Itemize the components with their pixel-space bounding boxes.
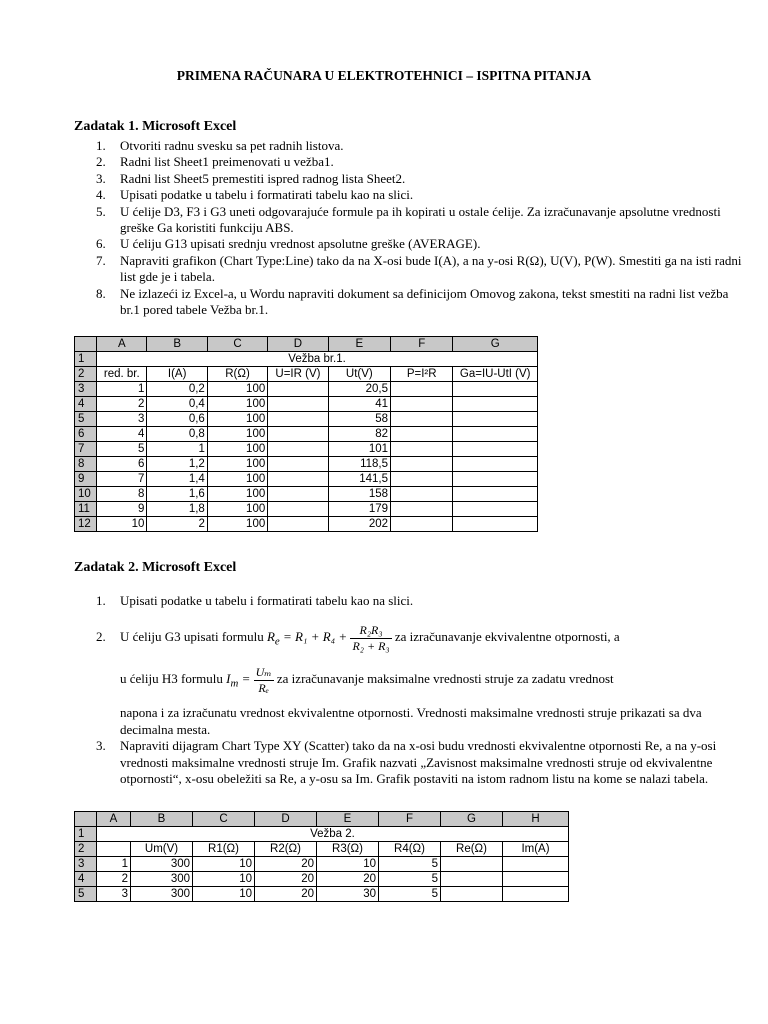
sheet-title: Vežba 2. xyxy=(97,827,569,842)
row-header: 5 xyxy=(75,412,97,427)
list-text: za izračunavanje maksimalne vrednosti struje za zadatu vrednost xyxy=(276,671,614,687)
table-cell xyxy=(453,487,538,502)
column-label: R(Ω) xyxy=(207,367,267,382)
table-cell: 20 xyxy=(317,872,379,887)
list-number: 2. xyxy=(96,629,106,645)
row-header: 4 xyxy=(75,397,97,412)
table-cell: 100 xyxy=(207,457,267,472)
table-cell: 58 xyxy=(328,412,390,427)
list-number: 1. xyxy=(96,138,106,153)
column-header xyxy=(75,812,97,827)
table-cell: 10 xyxy=(193,857,255,872)
row-header: 6 xyxy=(75,427,97,442)
table-row xyxy=(75,487,538,502)
table-cell: 1,8 xyxy=(147,502,207,517)
sheet1-table xyxy=(74,336,538,532)
table-row xyxy=(75,887,569,902)
list-text: U ćeliju G3 upisati formulu xyxy=(120,629,264,645)
table-cell: 100 xyxy=(207,397,267,412)
column-label: Ga=IU-UtI (V) xyxy=(453,367,538,382)
fraction-numerator: R₂R₃ xyxy=(350,623,391,639)
table-cell: 0,4 xyxy=(147,397,207,412)
table-cell: 10 xyxy=(193,887,255,902)
formula-fraction xyxy=(350,623,391,654)
table-row xyxy=(75,472,538,487)
list-number: 2. xyxy=(96,154,106,170)
table-cell xyxy=(453,427,538,442)
table-cell xyxy=(391,427,453,442)
table-cell: 7 xyxy=(97,472,147,487)
table-cell: 20 xyxy=(255,857,317,872)
column-label xyxy=(97,842,131,857)
table-cell xyxy=(268,382,328,397)
table-cell: 1 xyxy=(97,382,147,397)
list-item xyxy=(74,738,744,787)
list-item xyxy=(74,253,744,286)
column-label: Ut(V) xyxy=(328,367,390,382)
list-text: Upisati podatke u tabelu i formatirati tabelu kao na slici. xyxy=(120,187,414,203)
list-text: napona i za izračunatu vrednost ekvivalentne otpornosti. Vrednosti maksimalne vrednosti struje prikazati sa dva decimalna mesta. xyxy=(120,705,702,737)
row-header: 2 xyxy=(75,367,97,382)
column-header: D xyxy=(268,337,328,352)
table-cell xyxy=(391,472,453,487)
list-text: Radni list Sheet5 premestiti ispred radnog lista Sheet2. xyxy=(120,170,406,186)
table-cell: 0,6 xyxy=(147,412,207,427)
list-text: Otvoriti radnu svesku sa pet radnih listova. xyxy=(120,138,344,153)
table-cell xyxy=(391,382,453,397)
list-item xyxy=(74,154,744,170)
table-cell xyxy=(453,502,538,517)
table-cell: 10 xyxy=(193,872,255,887)
list-item xyxy=(74,204,744,237)
list-text: Upisati podatke u tabelu i formatirati tabelu kao na slici. xyxy=(120,593,414,608)
list-text: U ćeliju G13 upisati srednju vrednost apsolutne greške (AVERAGE). xyxy=(120,236,481,252)
table-row xyxy=(75,827,569,842)
fraction-denominator: Rₑ xyxy=(258,680,269,695)
table-cell: 1 xyxy=(147,442,207,457)
column-header-row xyxy=(75,337,538,352)
table-row xyxy=(75,367,538,382)
list-number: 3. xyxy=(96,170,106,186)
table-cell: 1,4 xyxy=(147,472,207,487)
row-header: 12 xyxy=(75,517,97,532)
table-cell: 100 xyxy=(207,442,267,457)
list-item xyxy=(74,236,744,252)
table-cell xyxy=(268,457,328,472)
table-cell: 2 xyxy=(97,397,147,412)
table-cell: 100 xyxy=(207,487,267,502)
formula-re xyxy=(266,622,395,653)
column-header: G xyxy=(453,337,538,352)
table-cell: 100 xyxy=(207,412,267,427)
table-cell: 1 xyxy=(97,857,131,872)
column-header: F xyxy=(379,812,441,827)
table-cell: 41 xyxy=(328,397,390,412)
list-text: Ne izlazeći iz Excel-a, u Wordu napraviti dokument sa definicijom Omovog zakona, tekst smestiti na radni list vežba br.1 pored tabele Vežba br.1. xyxy=(120,285,729,318)
table-cell xyxy=(268,517,328,532)
list-item xyxy=(74,171,744,187)
table-cell xyxy=(391,442,453,457)
row-header: 5 xyxy=(75,887,97,902)
table-cell xyxy=(268,487,328,502)
column-label: R4(Ω) xyxy=(379,842,441,857)
row-header: 3 xyxy=(75,857,97,872)
table-cell: 5 xyxy=(97,442,147,457)
column-header: A xyxy=(97,812,131,827)
table-cell: 1,6 xyxy=(147,487,207,502)
table-cell xyxy=(453,442,538,457)
table-row xyxy=(75,442,538,457)
table-cell xyxy=(441,887,503,902)
table-cell: 300 xyxy=(131,887,193,902)
list-number: 3. xyxy=(96,738,106,754)
table-cell xyxy=(453,412,538,427)
sheet2-table xyxy=(74,811,569,902)
table-cell: 100 xyxy=(207,382,267,397)
row-header: 1 xyxy=(75,352,97,367)
task2-heading: Zadatak 2. Microsoft Excel xyxy=(74,560,237,575)
table-row xyxy=(75,397,538,412)
table-cell xyxy=(503,887,569,902)
row-header: 1 xyxy=(75,827,97,842)
column-header-row xyxy=(75,812,569,827)
fraction-denominator: R₂ + R₃ xyxy=(352,638,390,653)
table-row xyxy=(75,427,538,442)
table-cell xyxy=(391,502,453,517)
task1-heading: Zadatak 1. Microsoft Excel xyxy=(74,119,237,134)
task1-list xyxy=(74,138,744,318)
table-cell xyxy=(453,382,538,397)
table-cell xyxy=(391,412,453,427)
formula-lhs: I xyxy=(226,671,231,687)
table-row xyxy=(75,412,538,427)
list-number: 7. xyxy=(96,252,106,268)
table-cell xyxy=(441,857,503,872)
formula-lhs-sub: m xyxy=(230,678,239,690)
list-item xyxy=(74,286,744,319)
list-item xyxy=(74,138,744,154)
table-cell: 5 xyxy=(379,857,441,872)
table-row xyxy=(75,517,538,532)
list-text: Radni list Sheet1 preimenovati u vežba1. xyxy=(120,154,334,170)
table-cell: 141,5 xyxy=(328,472,390,487)
table-cell: 0,8 xyxy=(147,427,207,442)
table-cell xyxy=(391,457,453,472)
list-item xyxy=(74,187,744,203)
column-label: red. br. xyxy=(97,367,147,382)
formula-im xyxy=(226,664,277,695)
table-cell: 8 xyxy=(97,487,147,502)
table-cell: 20,5 xyxy=(328,382,390,397)
column-header: E xyxy=(328,337,390,352)
list-item xyxy=(74,593,744,609)
table-cell xyxy=(453,517,538,532)
table-row xyxy=(75,352,538,367)
formula-lhs-sub: e xyxy=(274,636,280,648)
table-cell xyxy=(391,487,453,502)
column-header: B xyxy=(147,337,207,352)
list-number: 8. xyxy=(96,285,106,301)
column-label: P=I²R xyxy=(391,367,453,382)
column-header: G xyxy=(441,812,503,827)
table-row xyxy=(75,872,569,887)
list-text: U ćelije D3, F3 i G3 uneti odgovarajuće formule pa ih kopirati u ostale ćelije. Za izračunavanje apsolutne vrednosti greške Ga koristiti funkciju ABS. xyxy=(120,203,721,236)
table-cell: 100 xyxy=(207,502,267,517)
column-header: C xyxy=(193,812,255,827)
formula-eq: = xyxy=(241,671,251,687)
table-cell: 20 xyxy=(255,887,317,902)
table-cell: 30 xyxy=(317,887,379,902)
fraction-numerator: Uₘ xyxy=(255,664,272,679)
table-cell: 202 xyxy=(328,517,390,532)
column-label: Um(V) xyxy=(131,842,193,857)
list-number: 6. xyxy=(96,236,106,252)
table-cell: 118,5 xyxy=(328,457,390,472)
column-label: Re(Ω) xyxy=(441,842,503,857)
table-cell xyxy=(268,427,328,442)
list-text: Napraviti dijagram Chart Type XY (Scatter) tako da na x-osi budu vrednosti ekvivalentne otpornosti Re, a na y-osi vrednosti maksimalne vrednosti struje Im. Grafik nazvati „Zavisnost maksimalne vrednosti struje od ekvivalentne otpornosti“, x-osu obeležiti sa Re, a y-osu sa Im. Grafik postaviti na istom radnom listu na kome se nalazi tabela. xyxy=(120,738,717,787)
table-cell: 82 xyxy=(328,427,390,442)
row-header: 9 xyxy=(75,472,97,487)
table-cell xyxy=(268,442,328,457)
column-header xyxy=(75,337,97,352)
formula-lhs: R xyxy=(266,629,275,645)
column-label: Im(A) xyxy=(503,842,569,857)
table-cell: 10 xyxy=(97,517,147,532)
table-cell xyxy=(453,457,538,472)
task2-list xyxy=(74,593,744,787)
table-cell xyxy=(503,857,569,872)
table-cell xyxy=(268,472,328,487)
column-header: D xyxy=(255,812,317,827)
column-label: R1(Ω) xyxy=(193,842,255,857)
table-cell xyxy=(391,517,453,532)
table-cell: 0,2 xyxy=(147,382,207,397)
table-cell xyxy=(503,872,569,887)
table-cell xyxy=(441,872,503,887)
formula-fraction xyxy=(254,665,274,696)
table-cell: 3 xyxy=(97,887,131,902)
table-cell: 158 xyxy=(328,487,390,502)
table-cell: 4 xyxy=(97,427,147,442)
table-cell xyxy=(268,502,328,517)
column-label: I(A) xyxy=(147,367,207,382)
row-header: 2 xyxy=(75,842,97,857)
list-number: 1. xyxy=(96,593,106,608)
formula-rhs: = R₁ + R₄ + xyxy=(282,629,348,645)
table-row xyxy=(75,382,538,397)
page-title: PRIMENA RAČUNARA U ELEKTROTEHNICI – ISPITNA PITANJA xyxy=(176,68,592,83)
table-cell: 100 xyxy=(207,427,267,442)
table-cell: 3 xyxy=(97,412,147,427)
table-cell: 300 xyxy=(131,857,193,872)
table-cell: 100 xyxy=(207,517,267,532)
table-cell: 2 xyxy=(97,872,131,887)
column-label: R3(Ω) xyxy=(317,842,379,857)
sheet-title: Vežba br.1. xyxy=(97,352,538,367)
list-number: 5. xyxy=(96,203,106,219)
table-cell: 101 xyxy=(328,442,390,457)
table-cell xyxy=(268,412,328,427)
table-cell xyxy=(268,397,328,412)
table-cell: 1,2 xyxy=(147,457,207,472)
table-cell: 300 xyxy=(131,872,193,887)
table-cell: 5 xyxy=(379,887,441,902)
table-cell: 5 xyxy=(379,872,441,887)
formula-line-2 xyxy=(120,659,744,699)
table-cell xyxy=(453,472,538,487)
column-header: A xyxy=(97,337,147,352)
table-row xyxy=(75,857,569,872)
list-item xyxy=(74,617,744,738)
column-header: C xyxy=(207,337,267,352)
list-text: Napraviti grafikon (Chart Type:Line) tako da na X-osi bude I(A), a na y-osi R(Ω), U(V), P(W). Smestiti ga na isti radni list gde je i tabela. xyxy=(120,252,742,285)
table-row xyxy=(75,457,538,472)
row-header: 8 xyxy=(75,457,97,472)
column-header: F xyxy=(391,337,453,352)
row-header: 10 xyxy=(75,487,97,502)
row-header: 7 xyxy=(75,442,97,457)
row-header: 11 xyxy=(75,502,97,517)
table-cell: 2 xyxy=(147,517,207,532)
column-label: U=IR (V) xyxy=(268,367,328,382)
column-header: B xyxy=(131,812,193,827)
list-text: za izračunavanje ekvivalentne otpornosti, a xyxy=(394,629,620,645)
column-label: R2(Ω) xyxy=(255,842,317,857)
formula-line-1 xyxy=(120,617,744,657)
list-number: 4. xyxy=(96,187,106,203)
column-header: H xyxy=(503,812,569,827)
table-cell: 179 xyxy=(328,502,390,517)
table-cell xyxy=(391,397,453,412)
table-row xyxy=(75,842,569,857)
row-header: 4 xyxy=(75,872,97,887)
row-header: 3 xyxy=(75,382,97,397)
list-text: u ćeliju H3 formulu xyxy=(120,671,223,687)
table-cell: 20 xyxy=(255,872,317,887)
table-cell: 6 xyxy=(97,457,147,472)
table-cell: 100 xyxy=(207,472,267,487)
table-cell: 10 xyxy=(317,857,379,872)
table-row xyxy=(75,502,538,517)
column-header: E xyxy=(317,812,379,827)
table-cell xyxy=(453,397,538,412)
table-cell: 9 xyxy=(97,502,147,517)
